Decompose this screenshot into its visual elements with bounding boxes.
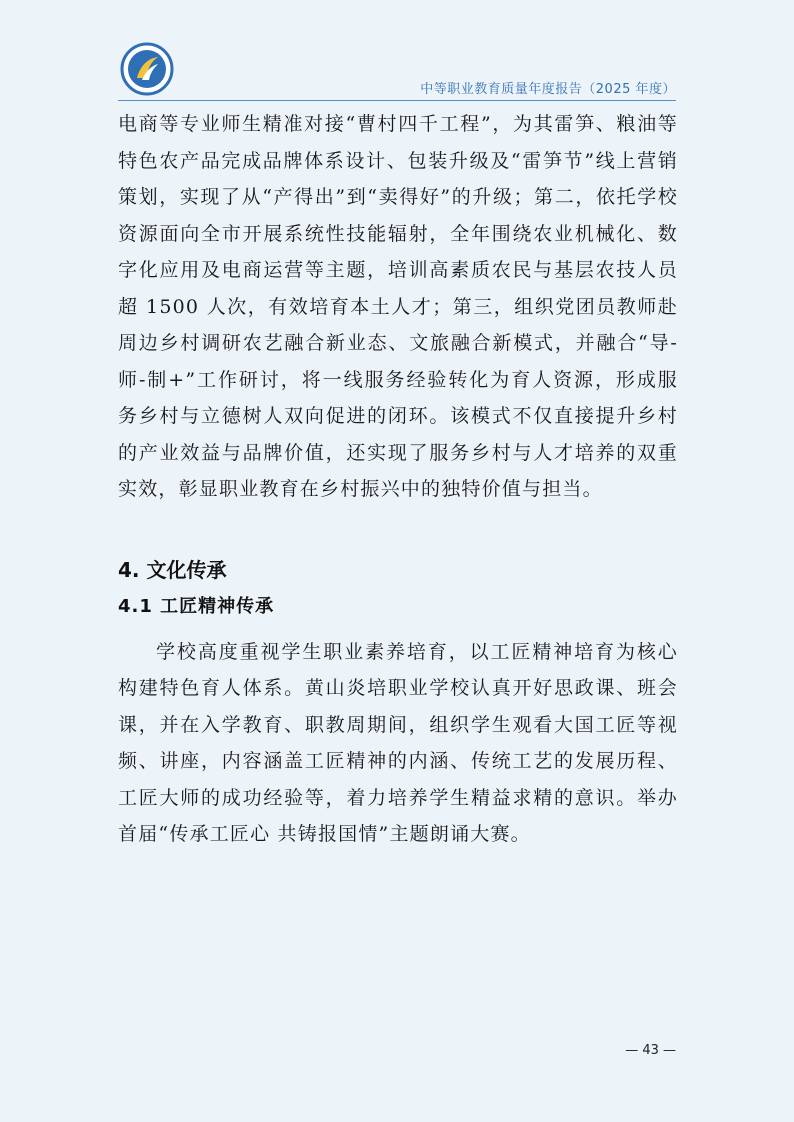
section-heading: 4. 文化传承 <box>118 557 227 582</box>
report-title: 中等职业教育质量年度报告（2025 年度） <box>420 82 676 97</box>
page-body <box>118 100 678 853</box>
page-number: — 43 — <box>625 1043 676 1058</box>
body-paragraph: 电商等专业师生精准对接“曹村四千工程”，为其雷笋、粮油等特色农产品完成品牌体系设计、包装升级及“雷笋节”线上营销策划，实现了从“产得出”到“卖得好”的升级；第二，依托学校资源面向全市开展系统性技能辐射，全年围绕农业机械化、数字化应用及电商运营等主题，培训高素质农民与基层农技人员超 1500 人次，有效培育本土人才；第三，组织党团员教师赴周边乡村调研农艺融合新业态、文旅融合新模式，并融合“导-师-制+”工作研讨，将一线服务经验转化为育人资源，形成服务乡村与立德树人双向促进的闭环。该模式不仅直接提升乡村的产业效益与品牌价值，还实现了服务乡村与人才培养的双重实效，彰显职业教育在乡村振兴中的独特价值与担当。 <box>118 113 678 500</box>
subsection-heading: 4.1 工匠精神传承 <box>118 595 275 617</box>
body-paragraph: 学校高度重视学生职业素养培育，以工匠精神培育为核心构建特色育人体系。黄山炎培职业学校认真开好思政课、班会课，并在入学教育、职教周期间，组织学生观看大国工匠等视频、讲座，内容涵盖工匠精神的内涵、传统工艺的发展历程、工匠大师的成功经验等，着力培养学生精益求精的意识。举办首届“传承工匠心 共铸报国情”主题朗诵大赛。 <box>118 640 678 845</box>
school-emblem-icon <box>120 42 174 96</box>
